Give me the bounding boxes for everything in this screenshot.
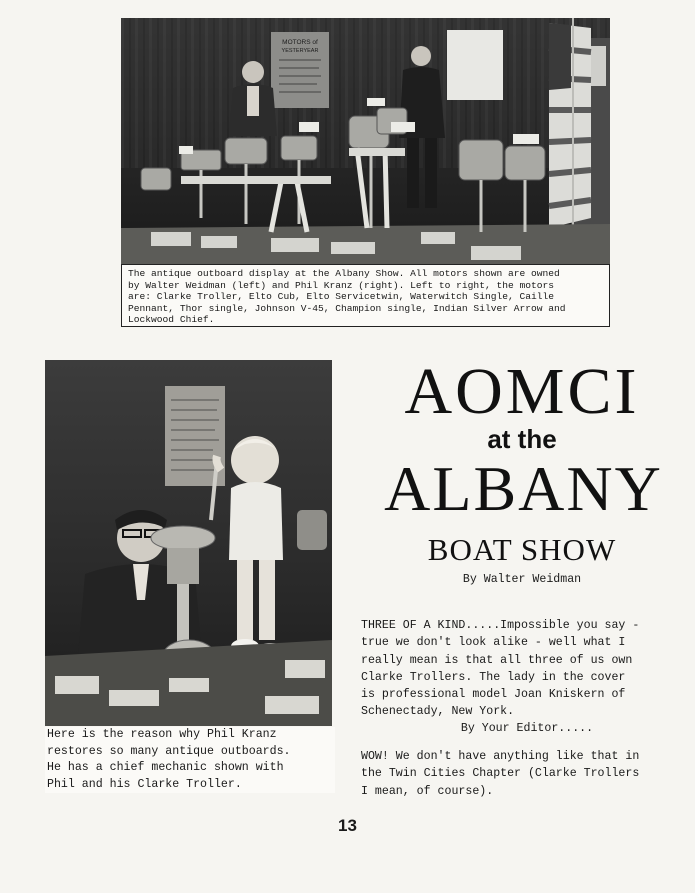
title-albany: ALBANY: [384, 453, 663, 524]
svg-text:YESTERYEAR: YESTERYEAR: [281, 48, 319, 54]
byline: By Walter Weidman: [462, 573, 582, 586]
outboard-display-caption: The antique outboard display at the Albany Show. All motors shown are owned by Walter Weidman (left) and Phil Kranz (right). Left to right, the motors are: Clarke Troller, Elto Cub, Elto Servicetwin, Waterwitch Single, Caille Pennant, Thor single, Johnson V-45, Champion single, Indian Silver Arrow and Lockwood Chief.: [121, 264, 610, 327]
article-paragraph-1: THREE OF A KIND.....Impossible you say - true we don't look alike - well what I really mean is that all three of us own Clarke Trollers. The lady in the cover is professional model Joan Kniskern of Schenectady, New York.: [361, 619, 640, 719]
chief-mechanic-illustration: [45, 360, 332, 726]
editor-byline: By Your Editor.....: [460, 722, 594, 735]
outboard-display-photo: [121, 18, 610, 264]
page-number: 13: [338, 816, 357, 835]
outboard-display-illustration: [121, 18, 610, 264]
title-aomci: AOMCI: [404, 355, 640, 428]
title-boat-show: BOAT SHOW: [427, 532, 617, 567]
title-at-the: at the: [487, 424, 557, 454]
chief-mechanic-caption: Here is the reason why Phil Kranz restores so many antique outboards. He has a chief mechanic shown with Phil and his Clarke Troller.: [45, 727, 335, 793]
chief-mechanic-photo: [45, 360, 332, 726]
display-sign-text: MOTORS of: [282, 39, 318, 46]
article-paragraph-2: WOW! We don't have anything like that in the Twin Cities Chapter (Clarke Trollers I mean, of course).: [361, 750, 640, 798]
